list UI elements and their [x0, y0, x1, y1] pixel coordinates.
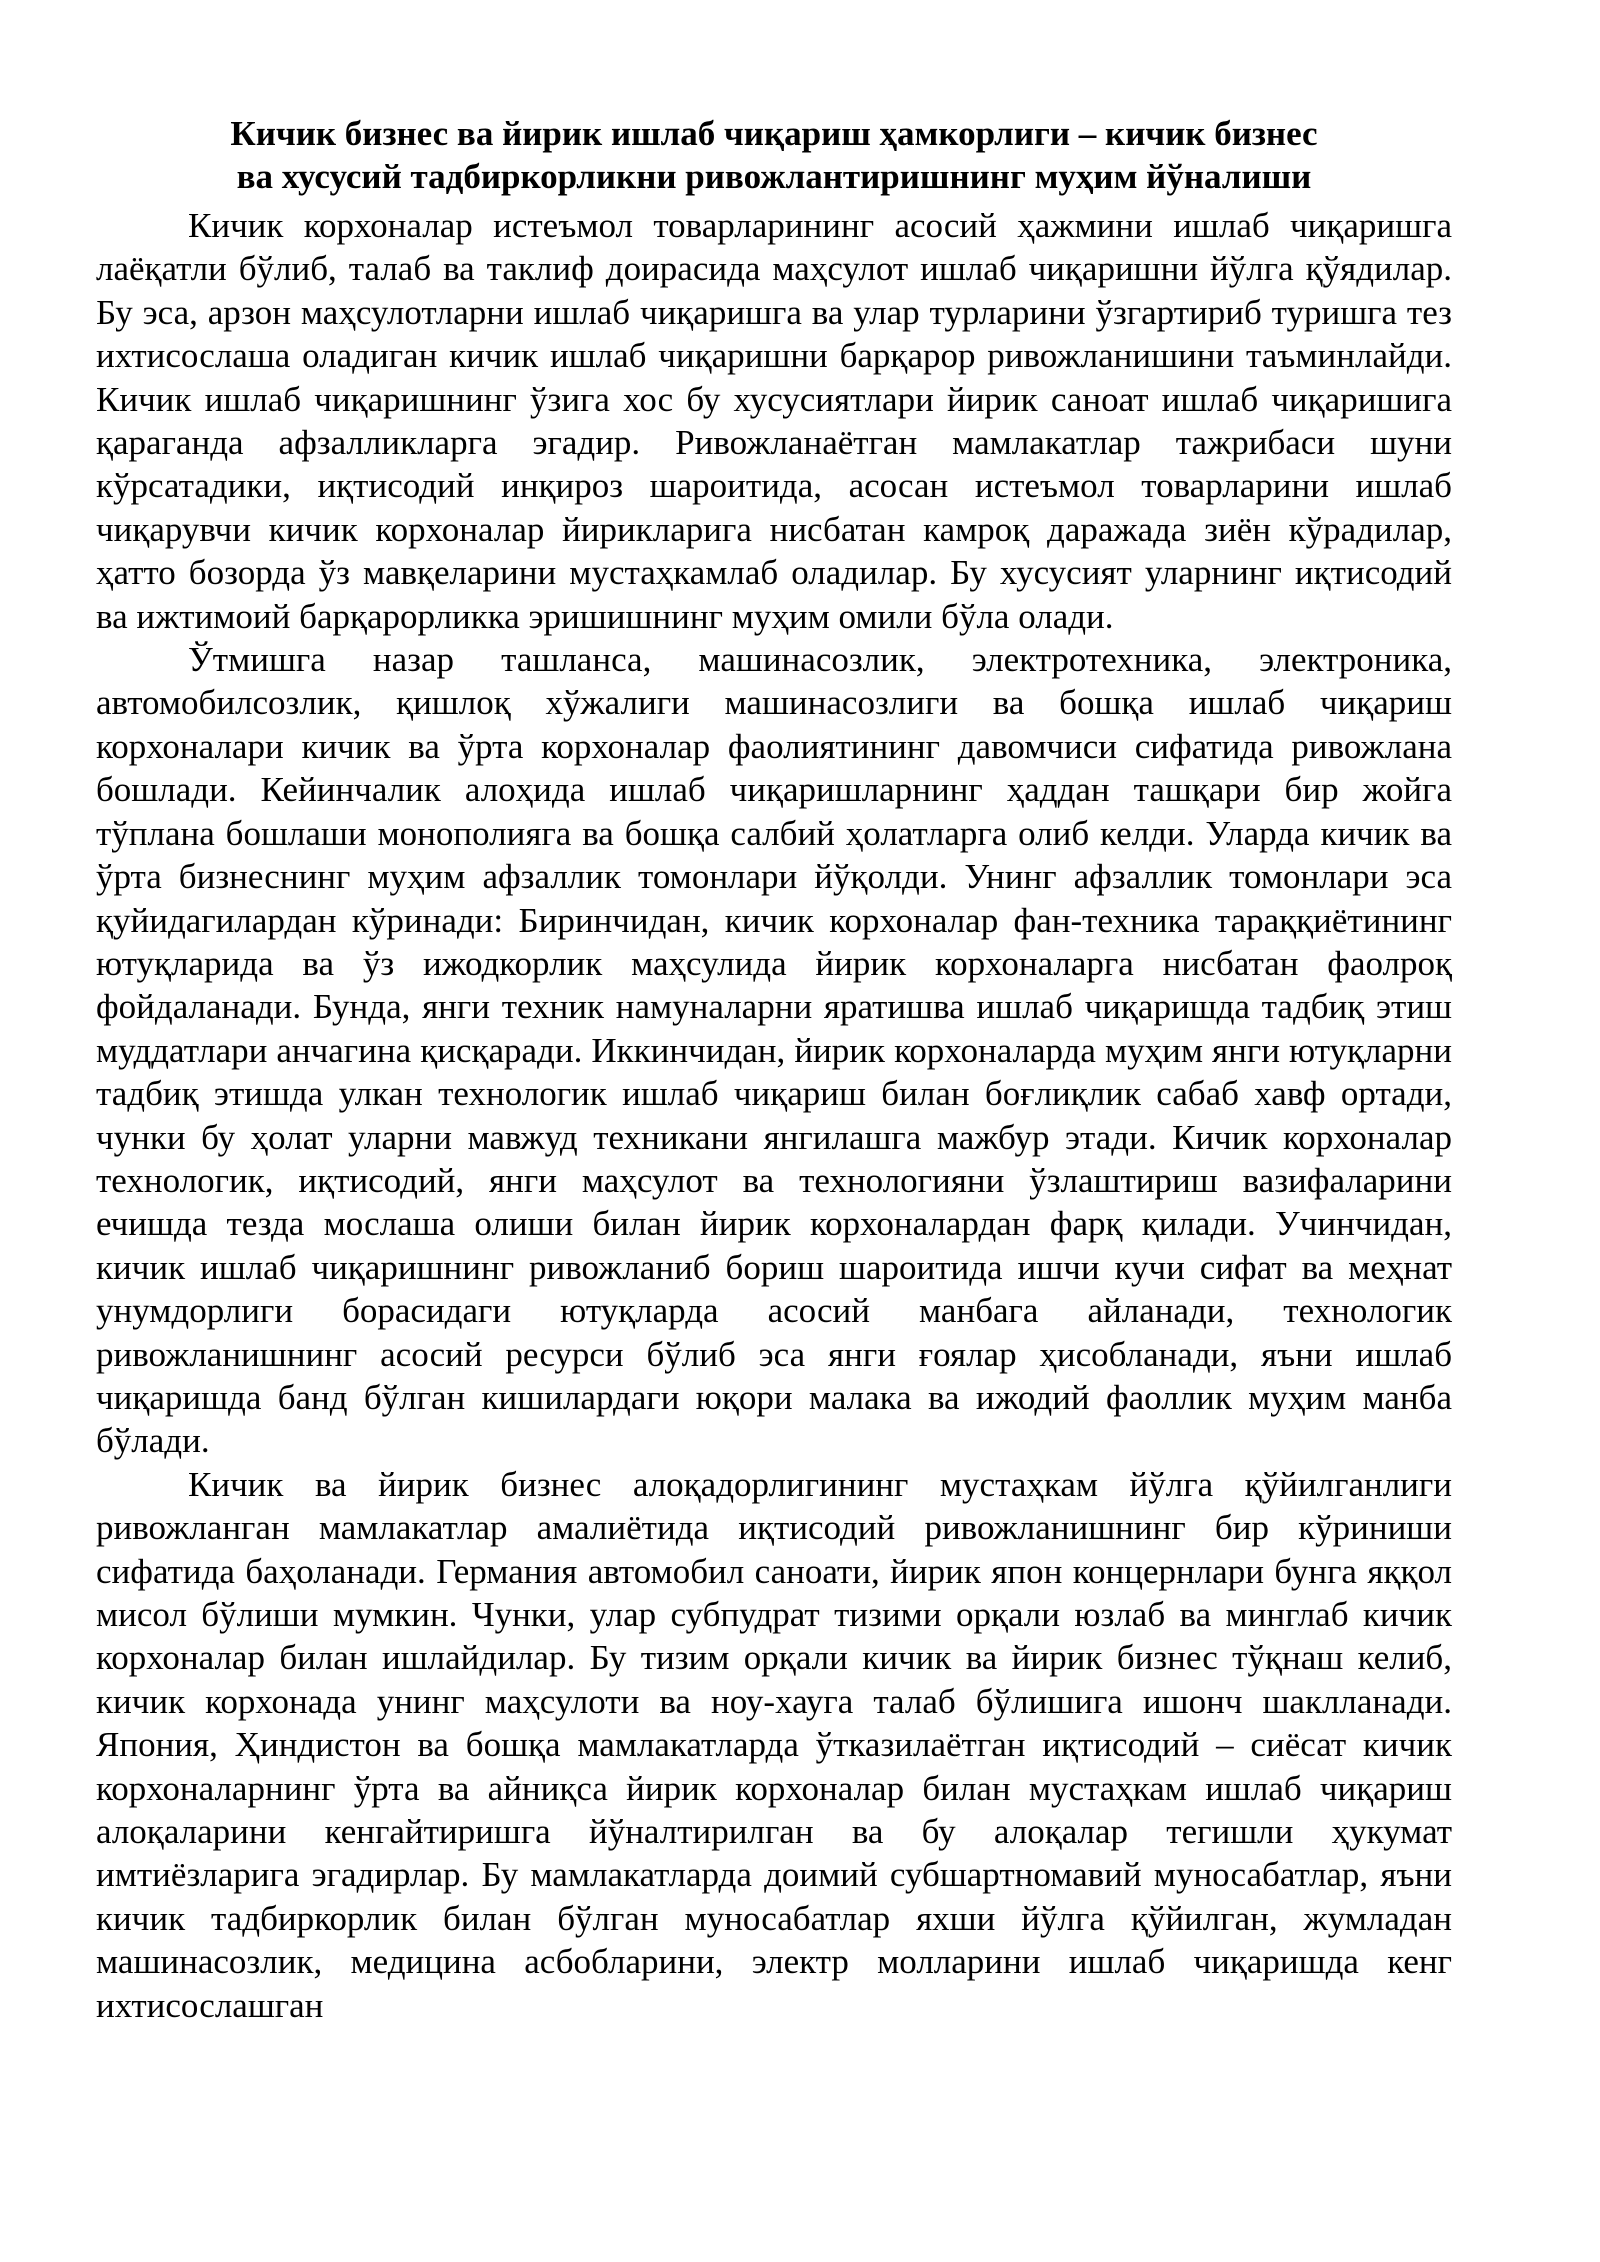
- title-line-1: Кичик бизнес ва йирик ишлаб чиқариш ҳамкорлиги – кичик бизнес: [230, 114, 1318, 153]
- paragraph-1: Кичик корхоналар истеъмол товарларининг асосий ҳажмини ишлаб чиқаришга лаёқатли бўлиб, талаб ва таклиф доирасида маҳсулот ишлаб чиқаришни йўлга қўядилар. Бу эса, арзон маҳсулотларни ишлаб чиқаришга ва улар турларини ўзгартириб туришга тез ихтисослаша оладиган кичик ишлаб чиқаришни барқарор ривожланишини таъминлайди. Кичик ишлаб чиқаришнинг ўзига хос бу хусусиятлари йирик саноат ишлаб чиқаришига қараганда афзалликларга эгадир. Ривожланаётган мамлакатлар тажрибаси шуни кўрсатадики, иқтисодий инқироз шароитида, асосан истеъмол товарларини ишлаб чиқарувчи кичик корхоналар йирикларига нисбатан камроқ даражада зиён кўрадилар, ҳатто бозорда ўз мавқеларини мустаҳкамлаб оладилар. Бу хусусият уларнинг иқтисодий ва ижтимоий барқарорликка эришишнинг муҳим омили бўла олади.: [96, 206, 1452, 636]
- document-title: [96, 112, 1452, 198]
- paragraph-3: Кичик ва йирик бизнес алоқадорлигининг мустаҳкам йўлга қўйилганлиги ривожланган мамлакатлар амалиётида иқтисодий ривожланишнинг бир кўриниши сифатида баҳоланади. Германия автомобил саноати, йирик япон концернлари бунга яққол мисол бўлиши мумкин. Чунки, улар субпудрат тизими орқали юзлаб ва минглаб кичик корхоналар билан ишлайдилар. Бу тизим орқали кичик ва йирик бизнес тўқнаш келиб, кичик корхонада унинг маҳсулоти ва ноу-хауга талаб бўлишига ишонч шаклланади. Япония, Ҳиндистон ва бошқа мамлакатларда ўтказилаётган иқтисодий – сиёсат кичик корхоналарнинг ўрта ва айниқса йирик корхоналар билан мустаҳкам ишлаб чиқариш алоқаларини кенгайтиришга йўналтирилган ва бу алоқалар тегишли ҳукумат имтиёзларига эгадирлар. Бу мамлакатларда доимий субшартномавий муносабатлар, яъни кичик тадбиркорлик билан бўлган муносабатлар яхши йўлга қўйилган, жумладан машинасозлик, медицина асбобларини, электр молларини ишлаб чиқаришда кенг ихтисослашган: [96, 1464, 1452, 2025]
- paragraph-2: Ўтмишга назар ташланса, машинасозлик, электротехника, электроника, автомобилсозлик, қишлоқ хўжалиги машинасозлиги ва бошқа ишлаб чиқариш корхоналари кичик ва ўрта корхоналар фаолиятининг давомчиси сифатида ривожлана бошлади. Кейинчалик алоҳида ишлаб чиқаришларнинг ҳаддан ташқари бир жойга тўплана бошлаши монополияга ва бошқа салбий ҳолатларга олиб келди. Уларда кичик ва ўрта бизнеснинг муҳим афзаллик томонлари йўқолди. Унинг афзаллик томонлари эса қуйидагилардан кўринади: Биринчидан, кичик корхоналар фан-техника тараққиётининг ютуқларида ва ўз ижодкорлик маҳсулида йирик корхоналарга нисбатан фаолроқ фойдаланади. Бунда, янги техник намуналарни яратишва ишлаб чиқаришда тадбиқ этиш муддатлари анчагина қисқаради. Иккинчидан, йирик корхоналарда муҳим янги ютуқларни тадбиқ этишда улкан технологик ишлаб чиқариш билан боғлиқлик сабаб хавф ортади, чунки бу ҳолат уларни мавжуд техникани янгилашга мажбур этади. Кичик корхоналар технологик, иқтисодий, янги маҳсулот ва технологияни ўзлаштириш вазифаларини ечишда тезда мослаша олиши билан йирик корхоналардан фарқ қилади. Учинчидан, кичик ишлаб чиқаришнинг ривожланиб бориш шароитида ишчи кучи сифат ва меҳнат унумдорлиги борасидаги ютуқларда асосий манбага айланади, технологик ривожланишнинг асосий ресурси бўлиб эса янги ғоялар ҳисобланади, яъни ишлаб чиқаришда банд бўлган кишилардаги юқори малака ва ижодий фаоллик муҳим манба бўлади.: [96, 640, 1452, 1461]
- title-line-2: ва хусусий тадбиркорликни ривожлантиришнинг муҳим йўналиши: [236, 157, 1312, 196]
- document-body: [96, 204, 1452, 2027]
